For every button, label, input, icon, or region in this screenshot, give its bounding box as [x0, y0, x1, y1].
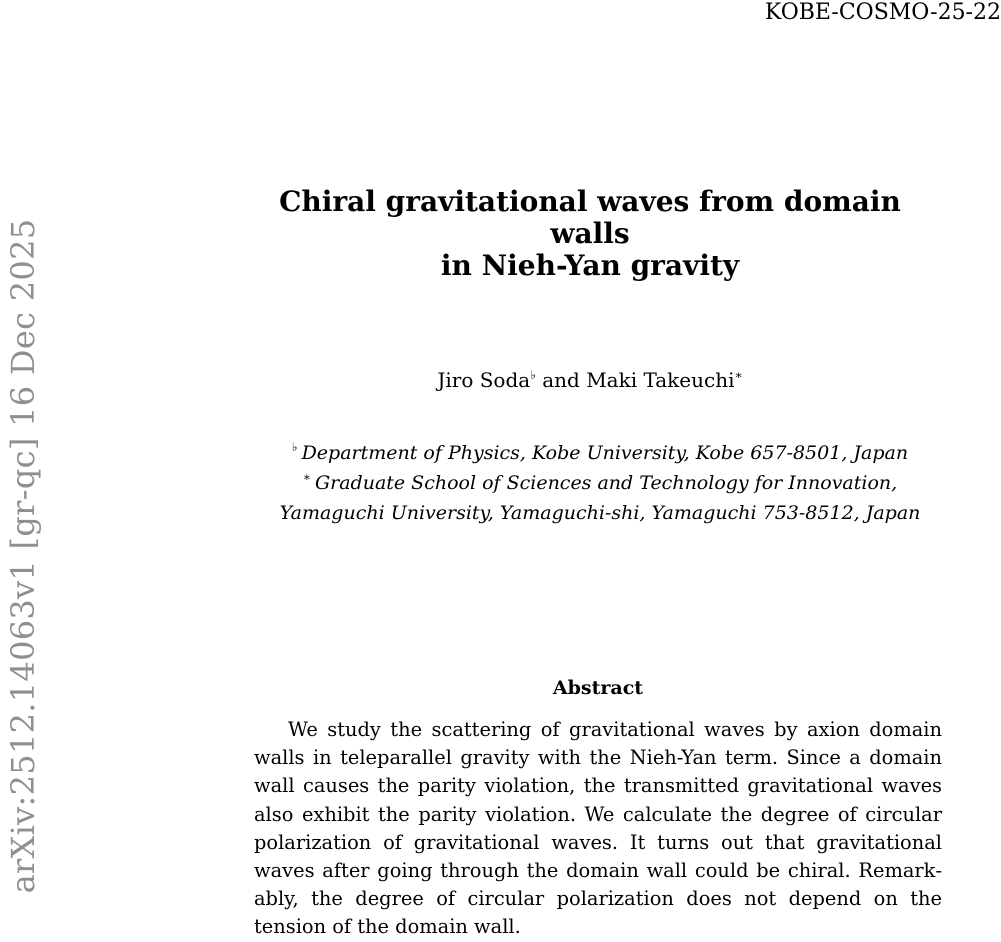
- affiliation-text: Graduate School of Sciences and Technology for Innovation,: [314, 472, 898, 494]
- affiliation-text: Yamaguchi University, Yamaguchi-shi, Yamaguchi 753-8512, Japan: [279, 502, 921, 524]
- paper-title: [240, 186, 940, 282]
- author-name: Jiro Soda: [437, 368, 531, 392]
- author-connector: and: [535, 368, 587, 392]
- affiliation-block: [230, 438, 970, 528]
- abstract-text: We study the scattering of gravitational waves by axion domain walls in teleparallel gravity with the Nieh-Yan term. Since a domain wall causes the parity violation, the transmitted gravitational waves also exhibit the parity violation. We calculate the degree of circular polarization of gravitational waves. It turns out that gravitational waves after going through the domain wall could be chiral. Remarkably, the degree of circular polarization does not depend on the tension of the domain wall.: [254, 718, 942, 939]
- arxiv-identifier[interactable]: arXiv:2512.14063v1 [gr-qc] 16 Dec 2025: [4, 218, 42, 894]
- affiliation-line: [230, 438, 970, 468]
- author-list: [240, 366, 940, 394]
- title-line-2: in Nieh-Yan gravity: [440, 249, 740, 282]
- author-name: Maki Takeuchi: [586, 368, 735, 392]
- affiliation-line: [230, 498, 970, 528]
- affiliation-mark: ♭: [530, 368, 536, 382]
- affiliation-text: Department of Physics, Kobe University, Kobe 657-8501, Japan: [301, 442, 909, 464]
- abstract-heading: Abstract: [552, 677, 644, 699]
- title-line-1: Chiral gravitational waves from domain walls: [279, 185, 901, 250]
- affiliation-mark: ∗: [734, 368, 743, 382]
- arxiv-side-stamp: [0, 0, 46, 936]
- affiliation-mark: ∗: [302, 470, 311, 484]
- affiliation-mark: ♭: [291, 440, 298, 454]
- affiliation-line: [230, 468, 970, 498]
- report-number: KOBE-COSMO-25-22: [764, 0, 1001, 25]
